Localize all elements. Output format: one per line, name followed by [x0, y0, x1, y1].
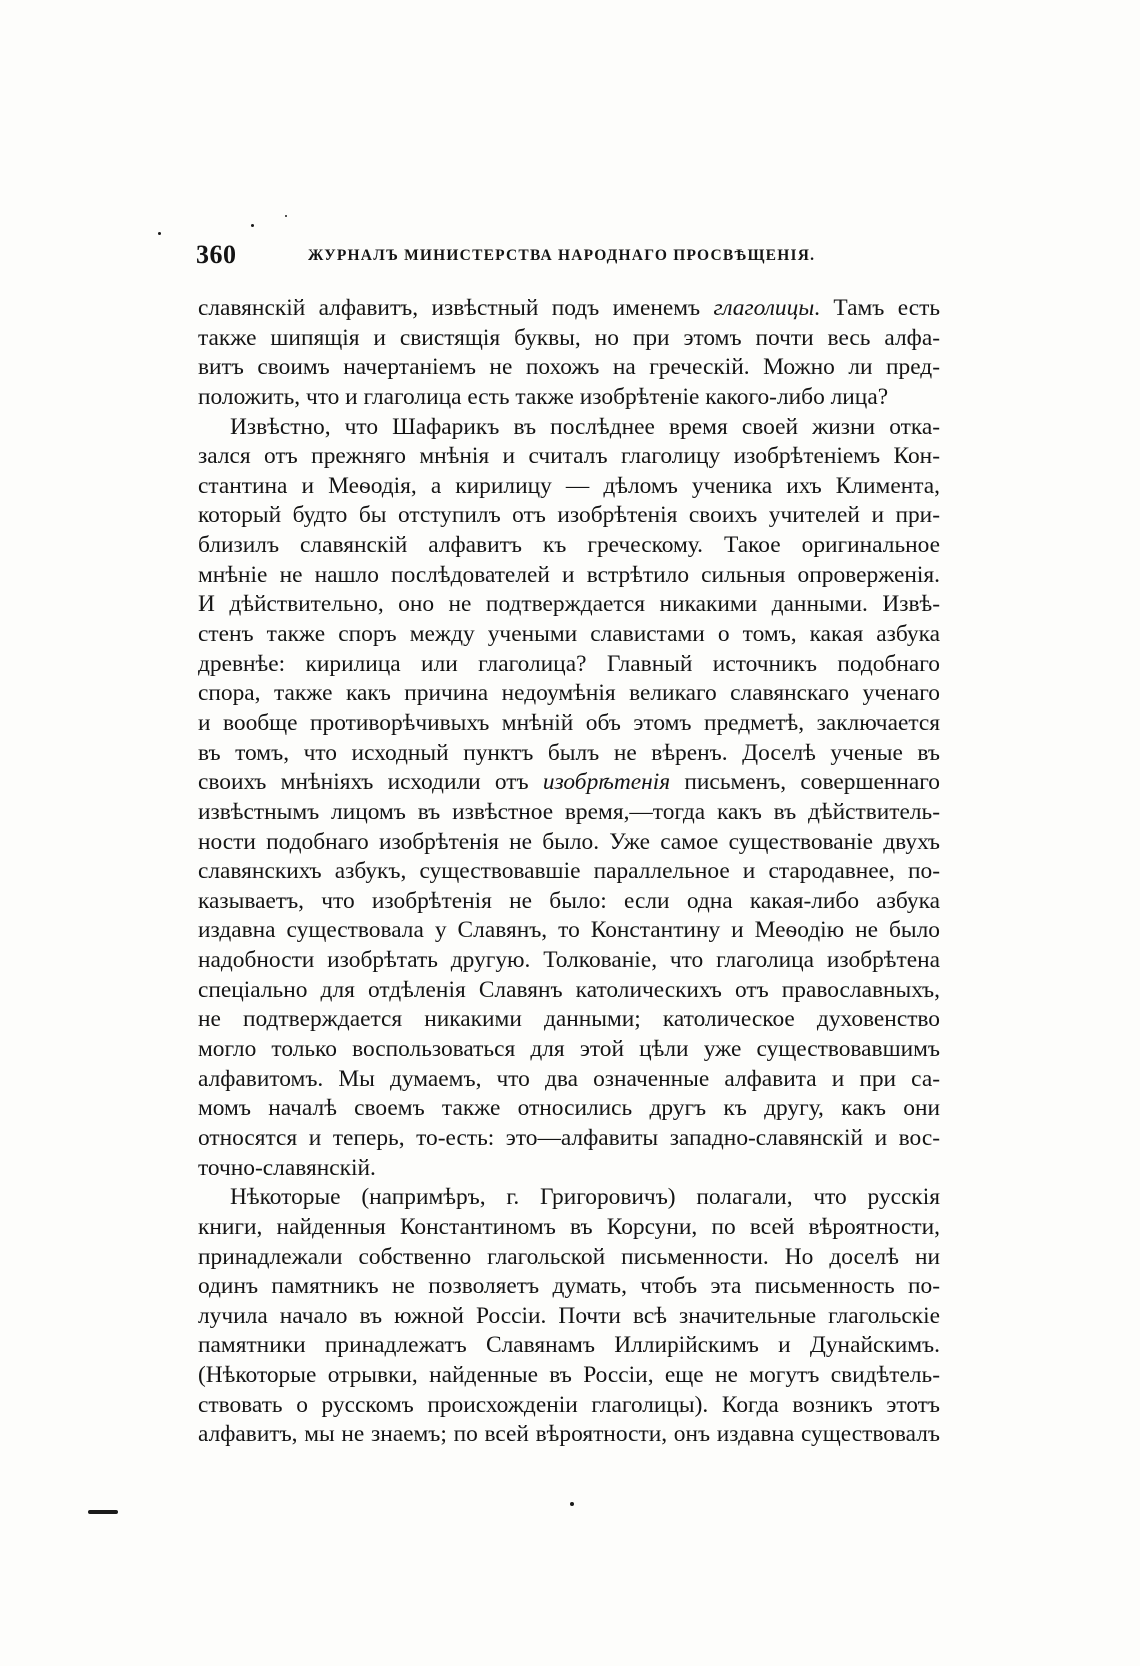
body-text: [198, 294, 940, 1450]
text-line: Нѣкоторые (напримѣръ, г. Григоровичъ) полагали, что русскія: [230, 1184, 940, 1211]
text-line: алфавитъ, мы не знаемъ; по всей вѣроятности, онъ издавна существовалъ: [198, 1421, 940, 1448]
text-line: издавна существовала у Славянъ, то Константину и Меѳодію не было: [198, 917, 940, 944]
text-line: (Нѣкоторые отрывки, найденные въ Россіи, еще не могутъ свидѣтель-: [198, 1362, 940, 1389]
text-line: близилъ славянскій алфавитъ къ греческому. Такое оригинальное: [198, 532, 940, 559]
page-header: [196, 240, 942, 274]
text-line: славянскій алфавитъ, извѣстный подъ именемъ глаголицы. Тамъ есть: [198, 295, 940, 321]
text-line: принадлежали собственно глагольской письменности. Но доселѣ ни: [198, 1243, 940, 1270]
text-line: одинъ памятникъ не позволяетъ думать, чтобъ эта письменность по-: [198, 1273, 940, 1300]
margin-mark: [88, 1510, 118, 1514]
text-line: витъ своимъ начертаніемъ не похожъ на греческій. Можно ли пред-: [198, 354, 940, 381]
text-line: казываетъ, что изобрѣтенія не было: если одна какая-либо азбука: [198, 887, 940, 914]
running-title: ЖУРНАЛЪ МИНИСТЕРСТВА НАРОДНАГО ПРОСВѢЩЕНІЯ.: [308, 247, 816, 264]
scan-speck: [251, 224, 254, 227]
text-line: лучила начало въ южной Россіи. Почти всѣ значительные глагольскіе: [198, 1302, 940, 1329]
text-line: ствовать о русскомъ происхожденіи глаголицы). Когда возникъ этотъ: [198, 1391, 940, 1418]
text-line: ности подобнаго изобрѣтенія не было. Уже самое существованіе двухъ: [198, 828, 940, 855]
text-line: и вообще противорѣчивыхъ мнѣній объ этомъ предметѣ, заключается: [198, 709, 940, 736]
text-line: момъ началѣ своемъ также относились другъ къ другу, какъ они: [198, 1095, 940, 1122]
text-line: относятся и теперь, то-есть: это—алфавиты западно-славянскій и вос-: [198, 1124, 940, 1151]
text-line: также шипящія и свистящія буквы, но при этомъ почти весь алфа-: [198, 324, 940, 351]
text-line: спора, также какъ причина недоумѣнія великаго славянскаго ученаго: [198, 680, 940, 707]
text-line: книги, найденныя Константиномъ въ Корсуни, по всей вѣроятности,: [198, 1213, 940, 1240]
page-number: 360: [196, 240, 237, 269]
text-line: зался отъ прежняго мнѣнія и считалъ глаголицу изобрѣтеніемъ Кон-: [198, 443, 940, 470]
text-line: памятники принадлежатъ Славянамъ Иллирійскимъ и Дунайскимъ.: [198, 1332, 940, 1359]
text-line: Извѣстно, что Шафарикъ въ послѣднее время своей жизни отка-: [230, 413, 940, 440]
text-line: древнѣе: кирилица или глаголица? Главный источникъ подобнаго: [198, 650, 940, 677]
text-line: точно-славянскій.: [198, 1154, 376, 1181]
text-line: положить, что и глаголица есть также изобрѣтеніе какого-либо лица?: [198, 383, 889, 410]
scan-speck: [570, 1502, 574, 1506]
text-line: надобности изобрѣтать другую. Толкованіе, что глаголица изобрѣтена: [198, 947, 940, 974]
text-line: мнѣніе не нашло послѣдователей и встрѣтило сильныя опроверженія.: [198, 561, 940, 588]
text-line: въ томъ, что исходный пунктъ былъ не вѣренъ. Доселѣ ученые въ: [198, 739, 940, 766]
text-line: своихъ мнѣніяхъ исходили отъ изобрѣтенія письменъ, совершеннаго: [198, 769, 940, 796]
text-line: спеціально для отдѣленія Славянъ католическихъ отъ православныхъ,: [198, 976, 940, 1003]
text-line: не подтверждается никакими данными; католическое духовенство: [198, 1006, 940, 1033]
scan-speck: [158, 232, 161, 235]
text-line: алфавитомъ. Мы думаемъ, что два означенные алфавита и при са-: [198, 1065, 940, 1092]
text-line: стантина и Меѳодія, а кирилицу — дѣломъ ученика ихъ Климента,: [198, 472, 940, 499]
text-line: славянскихъ азбукъ, существовавшіе параллельное и стародавнее, по-: [198, 858, 940, 885]
scan-speck: [285, 215, 287, 217]
text-line: могло только воспользоваться для этой цѣли уже существовавшимъ: [198, 1036, 940, 1063]
text-line: извѣстнымъ лицомъ въ извѣстное время,—тогда какъ въ дѣйствитель-: [198, 798, 940, 825]
text-line: стенъ также споръ между учеными славистами о томъ, какая азбука: [198, 621, 940, 648]
text-line: который будто бы отступилъ отъ изобрѣтенія своихъ учителей и при-: [198, 502, 940, 529]
text-line: И дѣйствительно, оно не подтверждается никакими данными. Извѣ-: [198, 591, 940, 618]
